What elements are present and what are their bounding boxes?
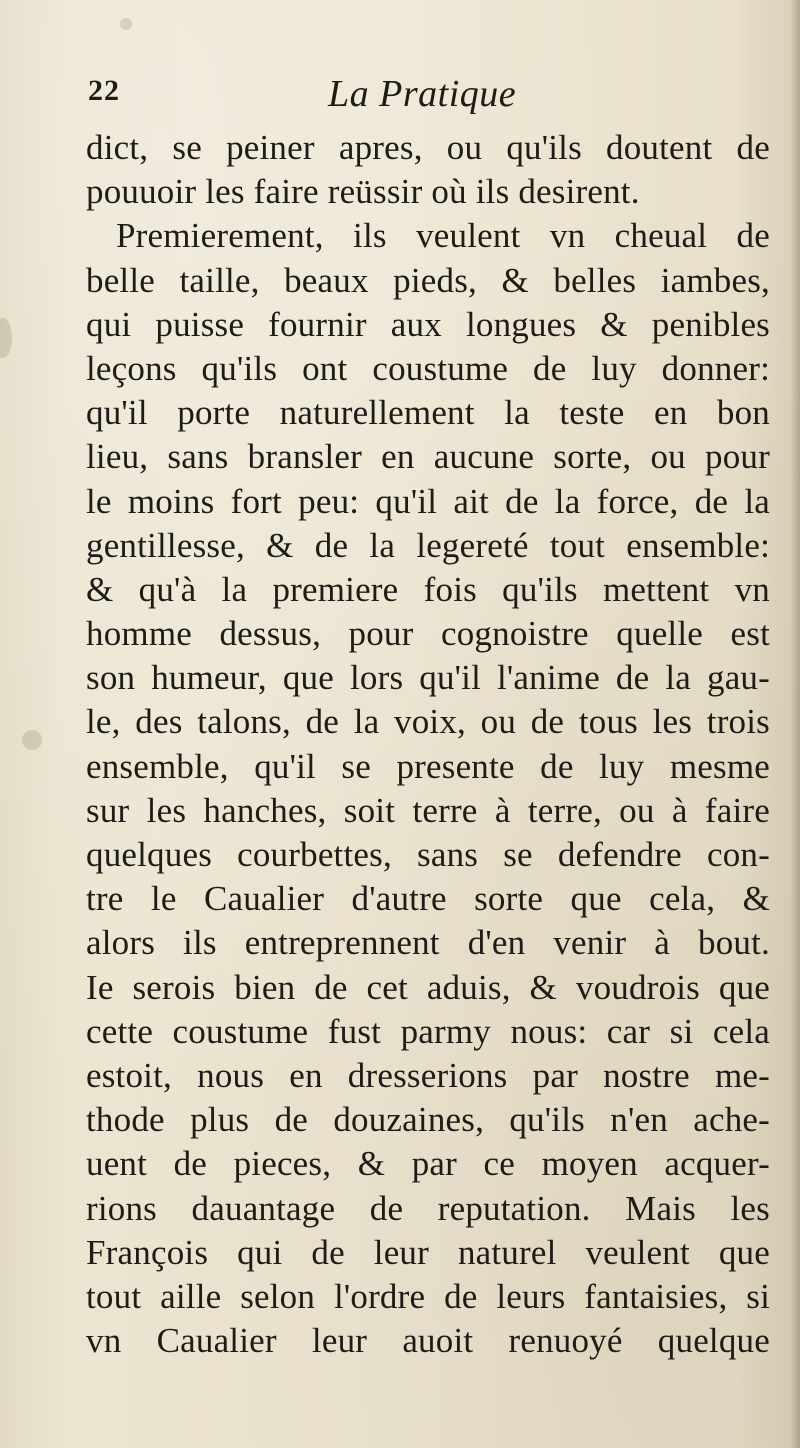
text-line: qui puisse fournir aux longues & penibles: [86, 304, 770, 344]
page-header: [88, 72, 768, 122]
text-line: cette coustume fust parmy nous: car si cela: [86, 1011, 770, 1051]
text-line: & qu'à la premiere fois qu'ils mettent vn: [86, 569, 770, 609]
text-line: rions dauantage de reputation. Mais les: [86, 1188, 770, 1228]
running-title: La Pratique: [328, 73, 517, 115]
text-line: leçons qu'ils ont coustume de luy donner:: [86, 348, 770, 388]
text-line: son humeur, que lors qu'il l'anime de la gau-: [86, 658, 770, 698]
text-line: le moins fort peu: qu'il ait de la force, de la: [86, 481, 770, 521]
text-line: lieu, sans bransler en aucune sorte, ou pour: [86, 437, 770, 477]
text-line: tre le Caualier d'autre sorte que cela, &: [86, 879, 770, 919]
text-line: thode plus de douzaines, qu'ils n'en ache-: [86, 1100, 770, 1140]
text-line: quelques courbettes, sans se defendre con-: [86, 835, 770, 874]
text-line: vn Caualier leur auoit renuoyé quelque: [86, 1321, 770, 1361]
page-stain: [0, 318, 12, 358]
text-line: sur les hanches, soit terre à terre, ou à faire: [86, 790, 770, 830]
text-line: alors ils entreprennent d'en venir à bout.: [86, 923, 770, 963]
text-line: uent de pieces, & par ce moyen acquer-: [86, 1144, 770, 1184]
text-line: dict, se peiner apres, ou qu'ils doutent de: [86, 128, 770, 167]
page-stain: [22, 730, 42, 750]
body-text: [86, 126, 770, 1363]
text-line: pouuoir les faire reüssir où ils desirent.: [86, 172, 640, 212]
text-line: François qui de leur naturel veulent que: [86, 1232, 770, 1272]
text-line: tout aille selon l'ordre de leurs fantaisies, si: [86, 1276, 770, 1316]
text-line: Ie serois bien de cet aduis, & voudrois que: [86, 967, 770, 1007]
text-line: belle taille, beaux pieds, & belles iambes,: [86, 260, 770, 300]
text-line: le, des talons, de la voix, ou de tous les trois: [86, 702, 770, 742]
text-line: ensemble, qu'il se presente de luy mesme: [86, 746, 770, 786]
text-line: homme dessus, pour cognoistre quelle est: [86, 614, 770, 654]
text-line: Premierement, ils veulent vn cheual de: [116, 216, 770, 256]
text-line: qu'il porte naturellement la teste en bon: [86, 393, 770, 433]
page-number: 22: [88, 74, 120, 107]
text-line: estoit, nous en dresserions par nostre me-: [86, 1055, 770, 1095]
text-line: gentillesse, & de la legereté tout ensemble:: [86, 525, 770, 565]
page-stain: [120, 18, 132, 30]
